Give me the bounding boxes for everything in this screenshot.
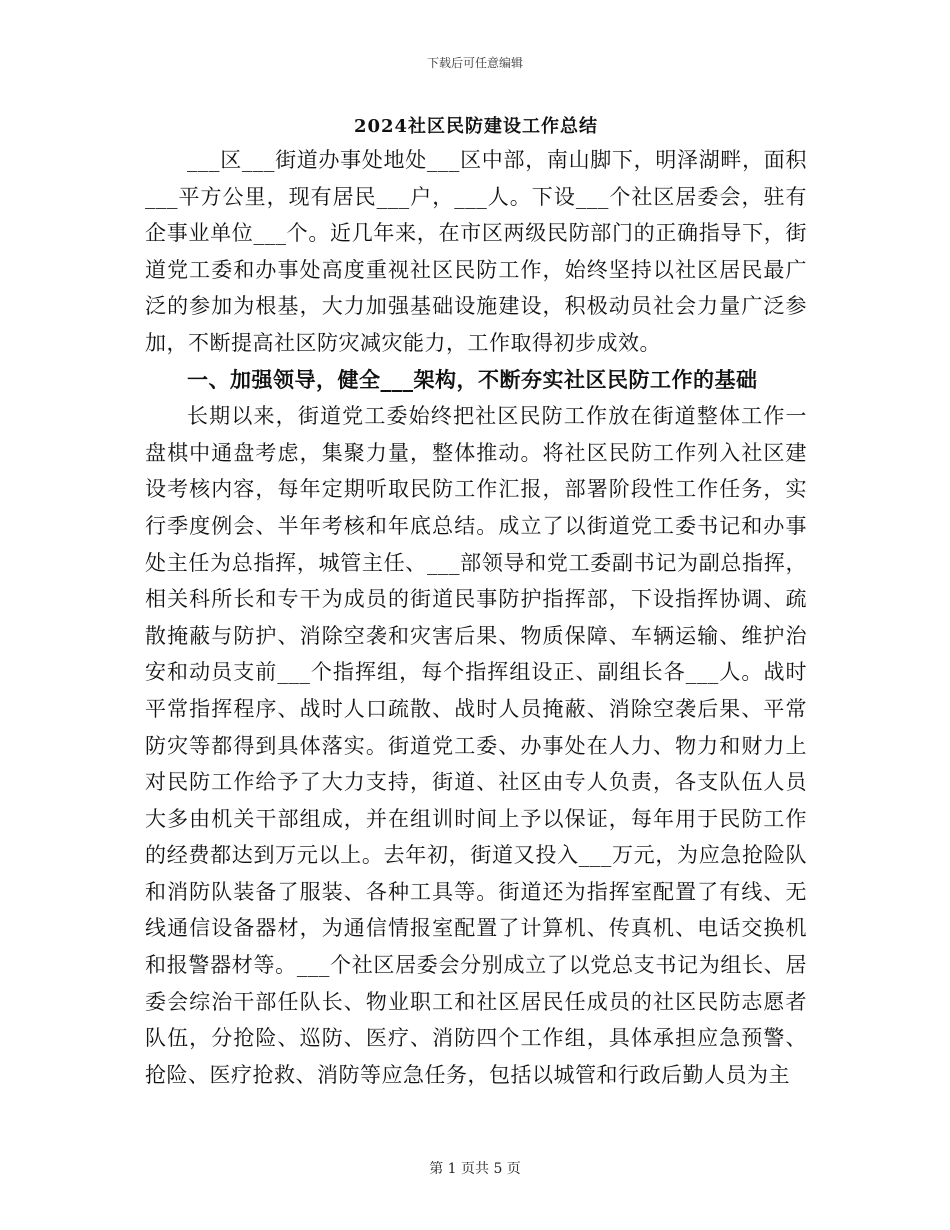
document-body: [145, 112, 807, 1093]
page-footer: 第 1 页共 5 页: [429, 1161, 521, 1177]
section-heading-1: 一、加强领导，健全___架构，不断夯实社区民防工作的基础: [187, 366, 758, 392]
document-title: 2024社区民防建设工作总结: [353, 116, 599, 137]
page-header: 下载后可任意编辑: [426, 56, 523, 70]
section-1-paragraph: 长期以来，街道党工委始终把社区民防工作放在街道整体工作一盘棋中通盘考虑，集聚力量，整体推动。将社区民防工作列入社区建设考核内容，每年定期听取民防工作汇报，部署阶段性工作任务，实行季度例会、半年考核和年底总结。成立了以街道党工委书记和办事处主任为总指挥，城管主任、___部领导和党工委副书记为副总指挥，相关科所长和专干为成员的街道民事防护指挥部，下设指挥协调、疏散掩蔽与防护、消除空袭和灾害后果、物质保障、车辆运输、维护治安和动员支前___个指挥组，每个指挥组设正、副组长各___人。战时平常指挥程序、战时人口疏散、战时人员掩蔽、消除空袭后果、平常防灾等都得到具体落实。街道党工委、办事处在人力、物力和财力上对民防工作给予了大力支持，街道、社区由专人负责，各支队伍人员大多由机关干部组成，并在组训时间上予以保证，每年用于民防工作的经费都达到万元以上。去年初，街道又投入___万元，为应急抢险队和消防队装备了服装、各种工具等。街道还为指挥室配置了有线、无线通信设备器材，为通信情报室配置了计算机、传真机、电话交换机和报警器材等。___个社区居委会分别成立了以党总支书记为组长、居委会综治干部任队长、物业职工和社区居民任成员的社区民防志愿者队伍，分抢险、巡防、医疗、消防四个工作组，具体承担应急预警、抢险、医疗抢救、消防等应急任务，包括以城管和行政后勤人员为主: [145, 404, 807, 1087]
intro-paragraph: ___区___街道办事处地处___区中部，南山脚下，明泽湖畔，面积___平方公里，现有居民___户，___人。下设___个社区居委会，驻有企事业单位___个。近几年来，在市区两级民防部门的正确指导下，街道党工委和办事处高度重视社区民防工作，始终坚持以社区居民最广泛的参加为根基，大力加强基础设施建设，积极动员社会力量广泛参加，不断提高社区防灾减灾能力，工作取得初步成效。: [145, 148, 807, 355]
